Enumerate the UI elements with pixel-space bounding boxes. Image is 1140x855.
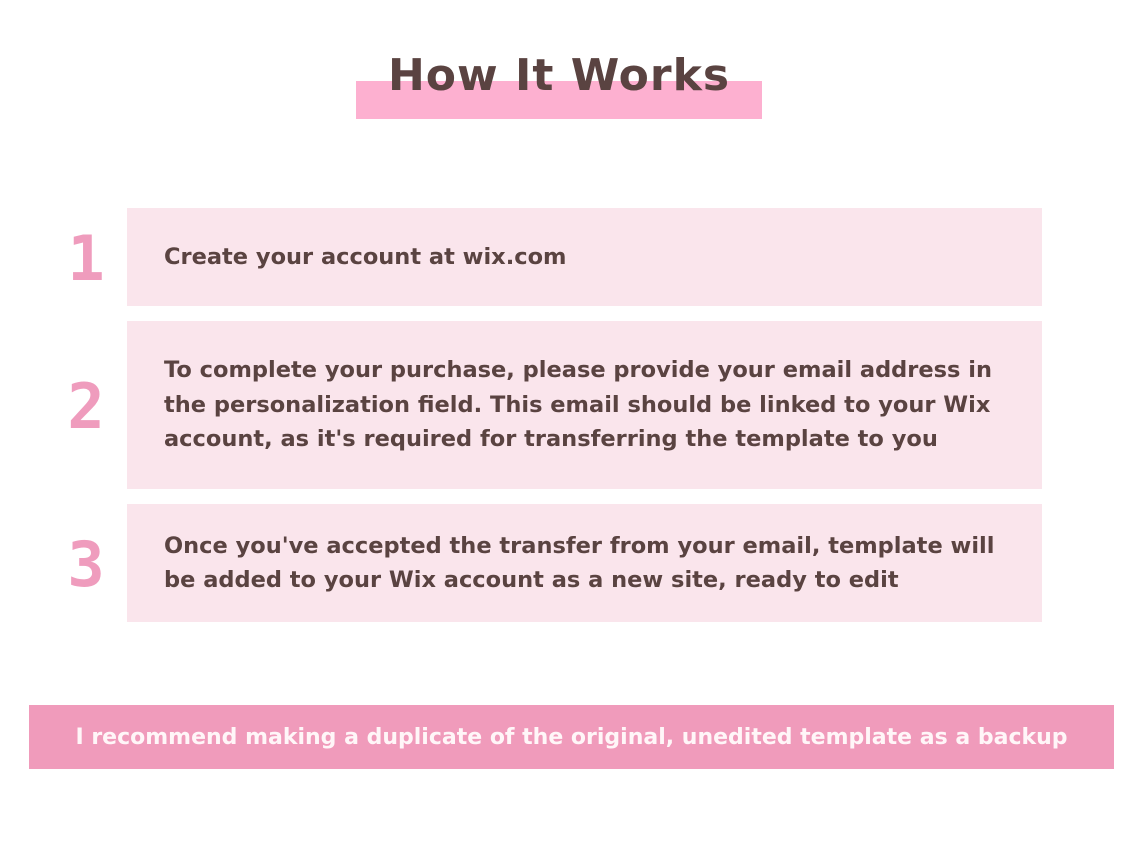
recommendation-text: I recommend making a duplicate of the original, unedited template as a backup xyxy=(75,724,1068,750)
page-title: How It Works xyxy=(387,50,731,101)
step-card-3 xyxy=(127,504,1042,622)
step-card-1 xyxy=(127,208,1042,306)
step-number-1: 1 xyxy=(67,222,105,295)
recommendation-banner xyxy=(29,705,1114,769)
step-number-3: 3 xyxy=(67,528,105,601)
step-text-3: Once you've accepted the transfer from your email, template will be added to your Wix account as a new site, ready to edit xyxy=(164,532,995,593)
page-title-block xyxy=(356,46,762,120)
step-text-1: Create your account at wix.com xyxy=(164,243,567,270)
step-text-2: To complete your purchase, please provide your email address in the personalization field. This email should be linked to your Wix account, as it's required for transferring the template to you xyxy=(164,357,992,453)
step-number-2: 2 xyxy=(67,370,105,443)
step-card-2 xyxy=(127,321,1042,489)
